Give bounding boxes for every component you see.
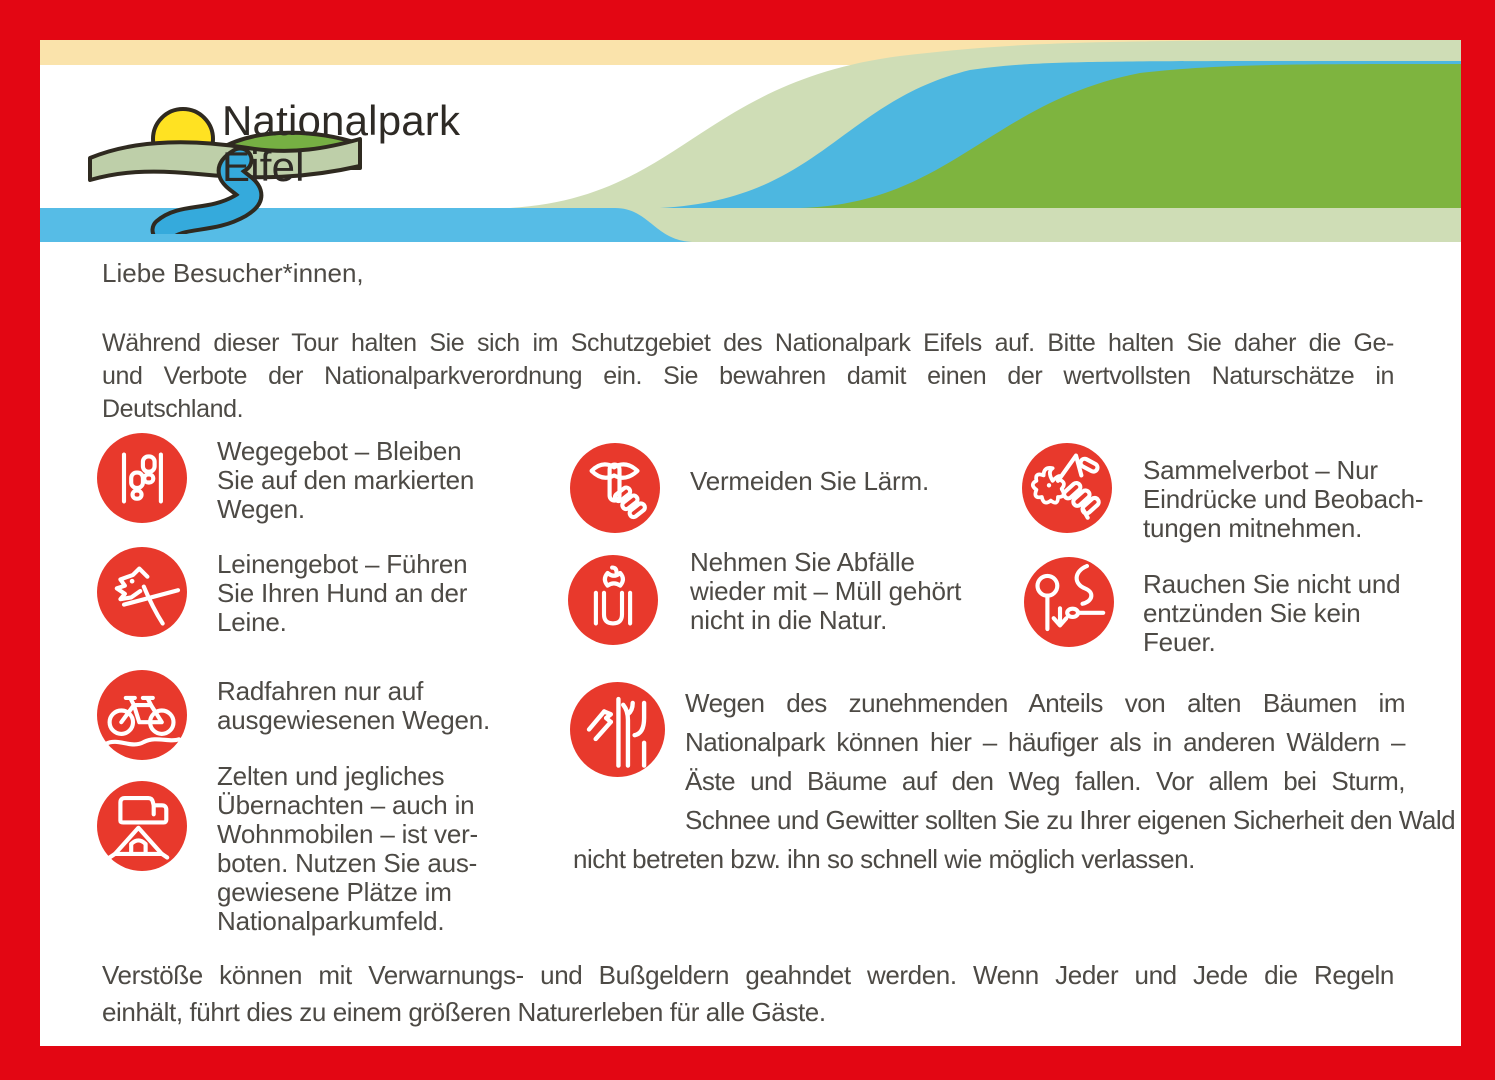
flyer-page [40,40,1461,1046]
text-line: Leine. [217,607,287,637]
rule-text-rauchen [1143,570,1453,657]
logo-line-1: Nationalpark [222,97,461,144]
text-line: wieder mit – Müll gehört [690,576,962,606]
text-line: Zelten und jegliches [217,761,445,791]
rule-badge-laerm [570,443,660,533]
text-line: einhält, führt dies zu einem größeren Naturerleben für alle Gäste. [102,997,826,1027]
rule-badge-leinengebot [97,547,187,637]
rule-badge-abfaelle [568,555,658,645]
rule-badge-rauchen [1024,557,1114,647]
tree-warning-icon-spacer [573,684,685,802]
rule-badge-sammelverbot [1022,443,1112,533]
rule-text-zelten [217,762,507,936]
rule-badge-zelten [97,781,187,871]
greeting-line: Liebe Besucher*innen, [102,258,364,288]
text-line: Sammelverbot – Nur [1143,455,1378,485]
text-line: Wegen. [217,494,305,524]
text-line: Rauchen Sie nicht und [1143,569,1401,599]
text-line: nicht in die Natur. [690,605,888,635]
bicycle-icon [97,670,187,760]
no-smoking-icon [1024,557,1114,647]
text-line: Wohnmobilen – ist ver- [217,819,479,849]
intro-paragraph [102,327,1394,426]
text-line: tungen mitnehmen. [1143,513,1363,543]
rule-badge-radfahren [97,670,187,760]
logo-line-2: Eifel [222,143,305,190]
text-line: Radfahren nur auf [217,676,424,706]
text-line: Verstöße können mit Verwarnungs- und Bußgeldern geahndet werden. Wenn Jeder und Jede die Regeln [102,960,1394,990]
text-line: boten. Nutzen Sie aus- [217,848,478,878]
text-line: Nehmen Sie Abfälle [690,547,915,577]
closing-paragraph [102,957,1394,1031]
no-picking-icon [1022,443,1112,533]
rule-badge-wegegebot [97,433,187,523]
text-line: Vermeiden Sie Lärm. [690,466,929,496]
text-line: Nationalparkumfeld. [217,906,445,936]
trash-icon [568,555,658,645]
text-line: Sie auf den markierten [217,465,475,495]
text-line: Während dieser Tour halten Sie sich im Schutzgebiet des Nationalpark Eifels auf. Bitte halten Sie daher die Ge- [102,329,1394,357]
text-line: entzünden Sie kein [1143,598,1361,628]
text-line: ausgewiesenen Wegen. [217,705,491,735]
text-line: Übernachten – auch in [217,790,475,820]
rule-text-wegegebot [217,437,507,524]
text-line: Eindrücke und Beobach- [1143,484,1424,514]
text-line: gewiesene Plätze im [217,877,452,907]
rule-text-sammelverbot [1143,456,1453,543]
text-line: Sie Ihren Hund an der [217,578,468,608]
text-line: nicht betreten bzw. ihn so schnell wie möglich verlassen. [573,844,1195,874]
dog-leash-icon [97,547,187,637]
text-line: Deutschland. [102,395,244,423]
header-banner [40,40,1461,242]
rule-text-leinengebot [217,550,507,637]
text-line: Äste und Bäume auf den Weg fallen. Vor allem bei Sturm, [685,766,1405,796]
text-line: Schnee und Gewitter sollten Sie zu Ihrer eigenen Sicherheit den Wald [685,805,1456,835]
trail-icon [97,433,187,523]
text-line: Wegegebot – Bleiben [217,436,462,466]
rule-text-abfaelle [690,548,1030,635]
text-line: Nationalpark können hier – häufiger als in anderen Wäldern – [685,727,1405,757]
rule-text-laerm [690,467,1030,496]
logo-wordmark [222,98,460,190]
text-line: Feuer. [1143,627,1216,657]
rule-text-radfahren [217,677,507,735]
camper-tent-icon [97,781,187,871]
text-line: und Verbote der Nationalparkverordnung ein. Sie bewahren damit einen der wertvollsten Naturschätze in [102,362,1394,390]
quiet-icon [570,443,660,533]
tree-warning-paragraph [573,684,1456,879]
text-line: Wegen des zunehmenden Anteils von alten Bäumen im [685,688,1405,718]
text-line: Leinengebot – Führen [217,549,468,579]
